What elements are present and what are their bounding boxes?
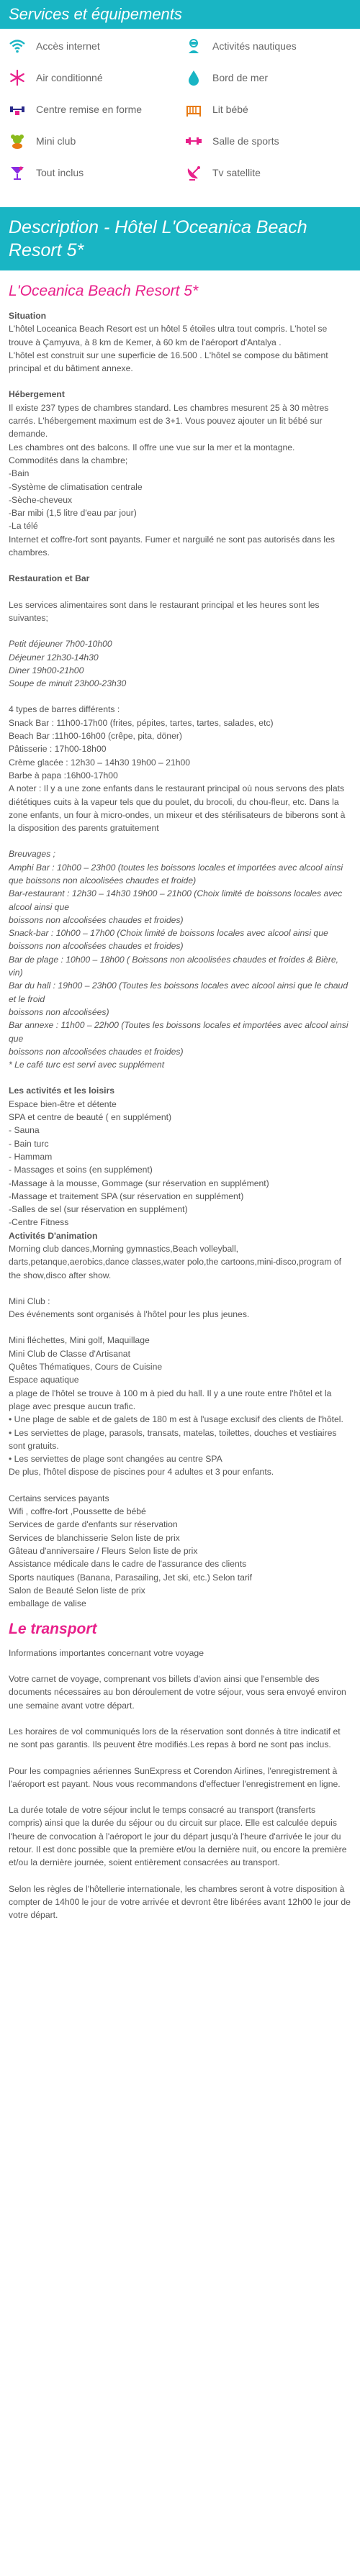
- service-label: Mini club: [36, 135, 76, 147]
- service-item: [185, 132, 279, 150]
- services-grid: [0, 29, 360, 207]
- service-item: [185, 101, 248, 118]
- service-label: Centre remise en forme: [36, 104, 143, 115]
- crib-icon: [185, 101, 202, 118]
- hebergement-heading: Hébergement: [9, 389, 65, 400]
- loisirs-text: Espace bien-être et détente SPA et centre de beauté ( en supplément) - Sauna - Bain turc - Hammam - Massages et soins (en supplément) -Massage à la mousse, Gommage (sur réservation en supplément) -Massage et traitement SPA (sur réservation en supplément) -Salles de sel (sur réservation en supplément) -Centre Fitness: [9, 1098, 269, 1228]
- service-item: [185, 164, 261, 181]
- transport-p4: Pour les compagnies aériennes SunExpress et Corendon Airlines, l'enregistrement à l'aéroport est payant. Nous vous recommandons d'effectuer l'enregistrement en ligne.: [9, 1765, 341, 1789]
- description-body: [0, 282, 360, 1921]
- dumbbell-icon: [9, 101, 26, 118]
- service-item: [9, 37, 100, 55]
- hebergement-text: Il existe 237 types de chambres standard. Les chambres mesurent 25 à 30 mètres carrés. L'hébergement maximum est de 3+1. Vous pouvez ajouter un lit bébé sur demande. Les chambres ont des balcons. Il offre une vue sur la mer et la montagne. Commodités dans la chambre; -Bain -Système de climatisation centrale -Sèche-cheveux -Bar mibi (1,5 litre d'eau par jour) -La télé Internet et coffre-fort sont payants. Fumer et narguilé ne sont pas autorisés dans les chambres.: [9, 402, 335, 558]
- scuba-icon: [185, 37, 202, 55]
- service-label: Tout inclus: [36, 167, 84, 178]
- description-header: [0, 207, 360, 270]
- service-item: [9, 101, 142, 118]
- restauration-intro: Les services alimentaires sont dans le restaurant principal et les heures sont les suivantes;: [9, 599, 320, 623]
- service-label: Activités nautiques: [212, 40, 297, 52]
- wifi-icon: [9, 37, 26, 55]
- teddy-icon: [9, 132, 26, 150]
- miniclub-text: Mini Club : Des événements sont organisés à l'hôtel pour les plus jeunes.: [9, 1296, 250, 1320]
- services-title: Services et équipements: [9, 5, 182, 23]
- transport-p3: Les horaires de vol communiqués lors de la réservation sont donnés à titre indicatif et ne sont pas garantis. Ils peuvent être modifiés.Les repas à bord ne sont pas inclus.: [9, 1726, 341, 1750]
- satellite-dish-icon: [185, 164, 202, 181]
- transport-p2: Votre carnet de voyage, comprenant vos billets d'avion ainsi que l'ensemble des documents nécessaires au bon déroulement de votre séjour, vous sera envoyé environ une semaine avant votre départ.: [9, 1674, 346, 1711]
- service-item: [185, 37, 297, 55]
- service-label: Tv satellite: [212, 167, 261, 178]
- situation-heading: Situation: [9, 311, 47, 321]
- service-label: Air conditionné: [36, 72, 103, 83]
- service-item: [185, 69, 268, 86]
- transport-p5: La durée totale de votre séjour inclut le temps consacré au transport (transferts compris) ainsi que la durée du séjour ou du circuit sur place. Elle est calculée depuis l'heure de convocation à l'aéroport le jour du départ jusqu'à l'heure d'arrivée le jour du retour. Il est donc possible que la première et/ou la dernière nuit, ou encore la première et/ou la dernière journée, soient entièrement consacrées au transport.: [9, 1805, 347, 1868]
- service-label: Bord de mer: [212, 72, 269, 83]
- service-item: [9, 132, 76, 150]
- cocktail-icon: [9, 164, 26, 181]
- extras-text: Mini fléchettes, Mini golf, Maquillage Mini Club de Classe d'Artisanat Quêtes Thématiques, Cours de Cuisine Espace aquatique a plage de l'hôtel se trouve à 100 m à pied du hall. Il y a une route entre l'hôtel et la plage avec presque aucun trafic. • Une plage de sable et de galets de 180 m est à l'usage exclusif des clients de l'hôtel. • Les serviettes de plage, parasols, transats, matelas, toilettes, douches et vestiaires sont gratuits. • Les serviettes de plage sont changées au centre SPA De plus, l'hôtel dispose de piscines pour 4 adultes et 3 pour enfants.: [9, 1335, 343, 1478]
- payants-text: Certains services payants Wifi , coffre-fort ,Poussette de bébé Services de garde d'enfants sur réservation Services de blanchisserie Selon liste de prix Gâteau d'anniversaire / Fleurs Selon liste de prix Assistance médicale dans le cadre de l'assurance des clients Sports nautiques (Banana, Parasailing, Jet ski, etc.) Selon tarif Salon de Beauté Selon liste de prix emballage de valise: [9, 1493, 253, 1609]
- transport-heading: Le transport: [9, 1621, 97, 1638]
- loisirs-heading: Les activités et les loisirs: [9, 1086, 115, 1096]
- animation-text: Morning club dances,Morning gymnastics,Beach volleyball, darts,petanque,aerobics,dance classes,water polo,the cartoons,mini-disco,program of the show,disco after show.: [9, 1244, 342, 1280]
- service-label: Lit bébé: [212, 104, 248, 115]
- meals-schedule: Petit déjeuner 7h00-10h00 Déjeuner 12h30-14h30 Diner 19h00-21h00 Soupe de minuit 23h00-23h30: [9, 639, 127, 689]
- gym-icon: [185, 132, 202, 150]
- snowflake-icon: [9, 69, 26, 86]
- services-header: [0, 0, 360, 29]
- bars-text: 4 types de barres différents : Snack Bar : 11h00-17h00 (frites, pépites, tartes, tartes, salades, etc) Beach Bar :11h00-16h00 (crêpe, pita, döner) Pâtisserie : 17h00-18h00 Crème glacée : 12h30 – 14h30 19h00 – 21h00 Barbe à papa :16h00-17h00 A noter : Il y a une zone enfants dans le restaurant principal où nous servons des plats diététiques cuits à la vapeur tels que du poulet, du brocoli, du chou-fleur, etc. Dans la zone enfants, un four à micro-ondes, un mixeur et des stérilisateurs de biberons sont à la disposition des parents gratuitement: [9, 704, 346, 834]
- service-label: Accès internet: [36, 40, 100, 52]
- service-label: Salle de sports: [212, 135, 279, 147]
- restauration-heading: Restauration et Bar: [9, 573, 90, 584]
- transport-p1: Informations importantes concernant votre voyage: [9, 1647, 204, 1658]
- hotel-name: L'Oceanica Beach Resort 5*: [9, 283, 199, 299]
- boissons-text: Breuvages ; Amphi Bar : 10h00 – 23h00 (toutes les boissons locales et importées avec alcool ainsi que boissons non alcoolisées chaudes et froide) Bar-restaurant : 12h30 – 14h30 19h00 – 21h00 (Choix limité de boissons locales avec alcool ainsi que boissons non alcoolisées chaudes et froides) Snack-bar : 10h00 – 17h00 (Choix limité de boissons locales avec alcool ainsi que boissons non alcoolisées chaudes et froides) Bar de plage : 10h00 – 18h00 ( Boissons non alcoolisées chaudes et froides & Bière, vin) Bar du hall : 19h00 – 23h00 (Toutes les boissons locales avec alcool ainsi que le chaud et le froid boissons non alcoolisées) Bar annexe : 11h00 – 22h00 (Toutes les boissons locales et importées avec alcool ainsi que boissons non alcoolisées chaudes et froides) * Le café turc est servi avec supplément: [9, 849, 348, 1070]
- water-drop-icon: [185, 69, 202, 86]
- service-item: [9, 164, 84, 181]
- situation-text: L'hôtel Loceanica Beach Resort est un hôtel 5 étoiles ultra tout compris. L'hotel se trouve à Çamyuva, à 8 km de Kemer, à 60 km de l'aéroport d'Antalya . L'hôtel est construit sur une superficie de 16.500 . L'hôtel se compose du bâtiment principal et du bâtiment annexe.: [9, 324, 328, 374]
- animation-heading: Activités D'animation: [9, 1230, 98, 1241]
- transport-p6: Selon les règles de l'hôtellerie internationale, les chambres seront à votre disposition à compter de 14h00 le jour de votre arrivée et devront être libérées avant 12h00 le jour de votre départ.: [9, 1883, 351, 1921]
- description-title: Description - Hôtel L'Oceanica Beach Resort 5*: [9, 217, 307, 260]
- service-item: [9, 69, 103, 86]
